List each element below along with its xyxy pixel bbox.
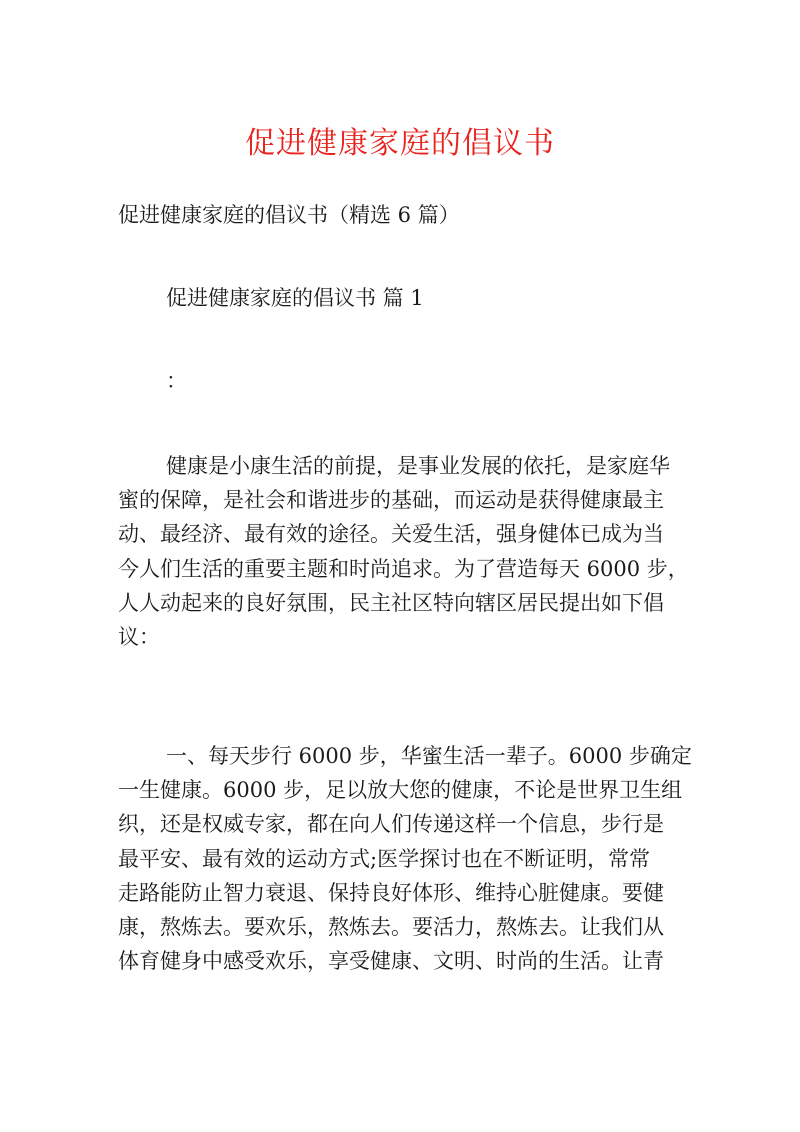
paragraph-line: 蜜的保障，是社会和谐进步的基础，而运动是获得健康最主 xyxy=(118,488,664,513)
paragraph-line: 议： xyxy=(118,624,160,649)
document-title: 促进健康家庭的倡议书 xyxy=(245,126,555,161)
paragraph-line: 最平安、最有效的运动方式;医学探讨也在不断证明，常常 xyxy=(118,846,651,871)
paragraph-1 xyxy=(118,449,688,654)
section-heading: 促进健康家庭的倡议书 篇 1 xyxy=(166,286,424,310)
paragraph-line: 一生健康。6000 步，足以放大您的健康，不论是世界卫生组 xyxy=(118,778,683,803)
paragraph-line: 康，熬炼去。要欢乐，熬炼去。要活力，熬炼去。让我们从 xyxy=(118,914,664,939)
paragraph-line: 一、每天步行 6000 步，华蜜生活一辈子。6000 步确定 xyxy=(166,744,692,768)
document-subtitle: 促进健康家庭的倡议书（精选 6 篇） xyxy=(118,203,460,227)
salutation: ： xyxy=(166,369,187,393)
paragraph-2 xyxy=(118,739,692,978)
paragraph-line: 今人们生活的重要主题和时尚追求。为了营造每天 6000 步， xyxy=(118,556,689,581)
paragraph-line: 走路能防止智力衰退、保持良好体形、维持心脏健康。要健 xyxy=(118,880,664,905)
paragraph-line: 织，还是权威专家，都在向人们传递这样一个信息，步行是 xyxy=(118,812,664,837)
paragraph-line: 动、最经济、最有效的途径。关爱生活，强身健体已成为当 xyxy=(118,522,664,547)
paragraph-line: 健康是小康生活的前提，是事业发展的依托，是家庭华 xyxy=(166,454,670,478)
paragraph-line: 人人动起来的良好氛围，民主社区特向辖区居民提出如下倡 xyxy=(118,590,664,615)
paragraph-line: 体育健身中感受欢乐，享受健康、文明、时尚的生活。让青 xyxy=(118,949,664,974)
